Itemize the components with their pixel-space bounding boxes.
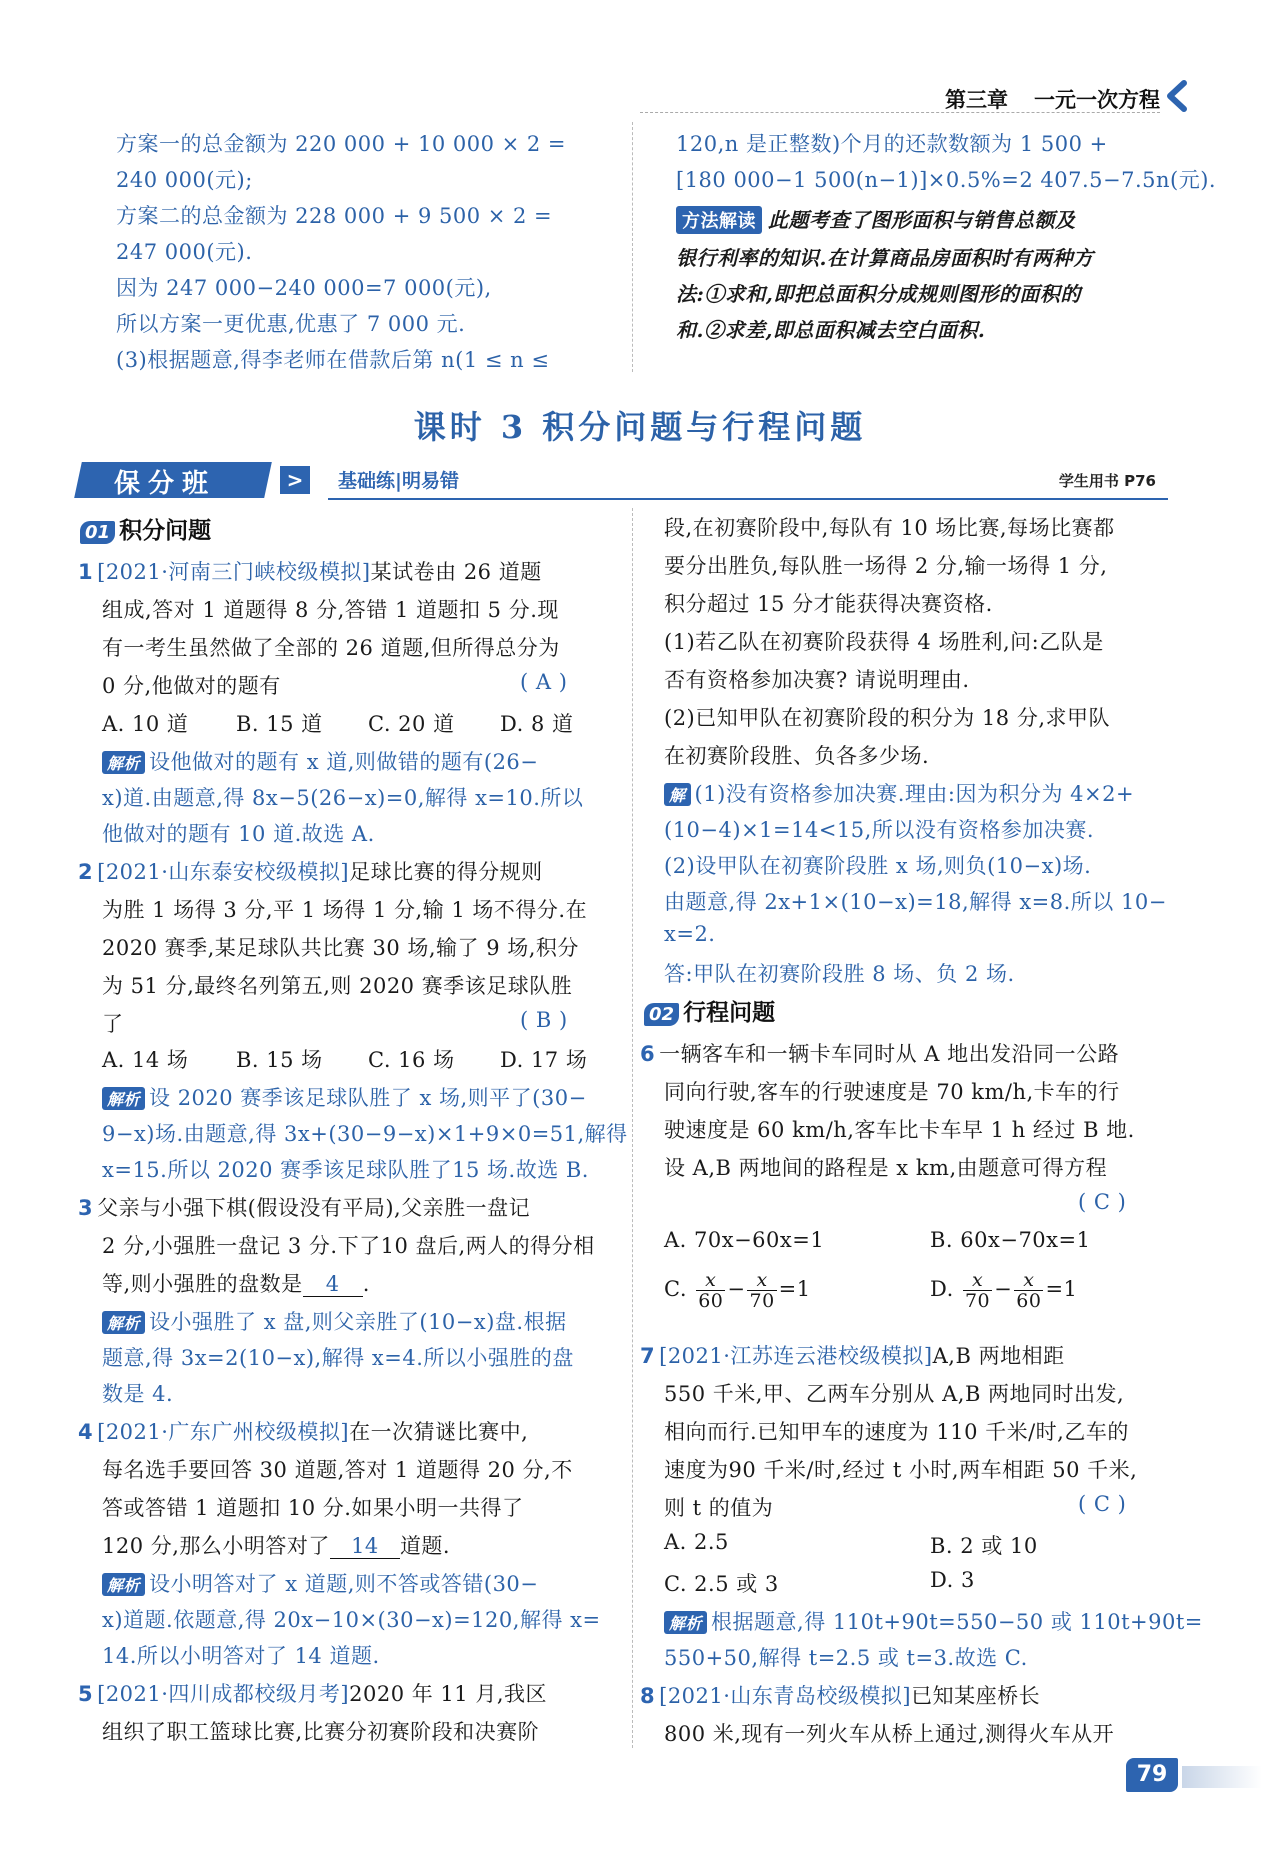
q4-explain-text-1: 设小明答对了 x 道题,则不答或答错(30− <box>149 1572 539 1596</box>
frac-den: 70 <box>749 1290 775 1312</box>
top-left-line-7: (3)根据题意,得李老师在借款后第 n(1 ≤ n ≤ <box>116 348 550 372</box>
top-left-line-2: 240 000(元); <box>116 168 253 192</box>
q1-explain-text-1: 设他做对的题有 x 道,则做错的题有(26− <box>149 750 539 774</box>
q5-explain-1 <box>664 778 1134 808</box>
q7-line-3: 相向而行.已知甲车的速度为 110 千米/时,乙车的 <box>664 1420 1129 1444</box>
q6-option-d-label: D. <box>930 1277 954 1301</box>
frac-num: x <box>963 1270 992 1291</box>
banner-title: 保分班 <box>114 469 217 499</box>
q6-option-a: A. 70x−60x=1 <box>664 1228 825 1252</box>
q5-cont-line-2: 要分出胜负,每队胜一场得 2 分,输一场得 1 分, <box>664 554 1108 578</box>
q5-explain-5: x=2. <box>664 922 716 946</box>
q1-option-a: A. 10 道 <box>102 712 189 736</box>
q5-cont-line-1: 段,在初赛阶段中,每队有 10 场比赛,每场比赛都 <box>664 516 1115 540</box>
q6-option-c: C. $\frac{x}{60}$ − $\frac{x}{70}$ =1 <box>664 1269 811 1312</box>
q4-line-4 <box>102 1530 450 1560</box>
question-source: [2021·江苏连云港校级模拟] <box>659 1344 933 1368</box>
top-right-line-2: [180 000−1 500(n−1)]×0.5%=2 407.5−7.5n(元). <box>676 168 1217 192</box>
frac-den: 60 <box>1016 1290 1042 1312</box>
q2-text-1: 足球比赛的得分规则 <box>349 860 543 884</box>
top-left-line-5: 因为 247 000−240 000=7 000(元), <box>116 276 492 300</box>
q6-option-c-label: C. <box>664 1277 687 1301</box>
q3-blank-answer: 4 <box>303 1272 363 1297</box>
chapter-number: 第三章 <box>945 88 1008 112</box>
q6-option-c-eq: =1 <box>778 1277 811 1301</box>
section-number: 01 <box>80 521 115 544</box>
q1-line-2: 组成,答对 1 道题得 8 分,答错 1 道题扣 5 分.现 <box>102 598 559 622</box>
top-left-line-6: 所以方案一更优惠,优惠了 7 000 元. <box>116 312 466 336</box>
method-tag: 方法解读 <box>676 206 762 234</box>
explain-tag: 解析 <box>102 1087 145 1110</box>
section-title: 积分问题 <box>119 518 212 544</box>
method-note-line-4: 和.②求差,即总面积减去空白面积. <box>676 318 986 342</box>
q1-answer: ( A ) <box>520 670 568 694</box>
question-number: 2 <box>78 860 94 884</box>
q7-option-a: A. 2.5 <box>664 1530 729 1554</box>
q5-cont-line-3: 积分超过 15 分才能获得决赛资格. <box>664 592 993 616</box>
q5-text-1: 2020 年 11 月,我区 <box>349 1682 548 1706</box>
frac-den: 60 <box>698 1290 724 1312</box>
q2-line-2: 为胜 1 场得 3 分,平 1 场得 1 分,输 1 场不得分.在 <box>102 898 588 922</box>
banner-subtitle: 基础练|明易错 <box>338 470 459 492</box>
q2-explain-2: 9−x)场.由题意,得 3x+(30−9−x)×1+9×0=51,解得 <box>102 1122 628 1146</box>
q6-text-1: 一辆客车和一辆卡车同时从 A 地出发沿同一公路 <box>659 1042 1120 1066</box>
explain-tag: 解析 <box>664 1611 707 1634</box>
top-right-line-1: 120,n 是正整数)个月的还款数额为 1 500 + <box>676 132 1108 156</box>
question-source: [2021·山东青岛校级模拟] <box>659 1684 912 1708</box>
q1-line-1 <box>78 556 542 586</box>
q4-explain-3: 14.所以小明答对了 14 道题. <box>102 1644 380 1668</box>
lesson-title: 课时 3 积分问题与行程问题 <box>413 408 867 446</box>
method-text-1: 此题考查了图形面积与销售总额及 <box>768 208 1076 232</box>
frac-den: 70 <box>964 1290 991 1312</box>
q5-explain-3: (2)设甲队在初赛阶段胜 x 场,则负(10−x)场. <box>664 854 1092 878</box>
q4-end: 道题. <box>399 1534 451 1558</box>
question-number: 8 <box>640 1684 656 1708</box>
q4-line-2: 每名选手要回答 30 道题,答对 1 道题得 20 分,不 <box>102 1458 573 1482</box>
q7-option-d: D. 3 <box>930 1568 975 1592</box>
q8-text-1: 已知某座桥长 <box>911 1684 1041 1708</box>
q4-line-1 <box>78 1416 528 1446</box>
question-number: 3 <box>78 1196 94 1220</box>
q5-line-1 <box>78 1678 547 1708</box>
question-source: [2021·广东广州校级模拟] <box>97 1420 350 1444</box>
q3-end: . <box>362 1272 370 1296</box>
q1-explain-3: 他做对的题有 10 道.故选 A. <box>102 822 375 846</box>
explain-tag: 解析 <box>102 1573 145 1596</box>
q2-option-c: C. 16 场 <box>368 1048 455 1072</box>
explain-tag: 解析 <box>102 1311 145 1334</box>
q5-explain-4: 由题意,得 2x+1×(10−x)=18,解得 x=8.所以 10− <box>664 890 1167 914</box>
q2-explain-1 <box>102 1082 587 1112</box>
q2-explain-text-1: 设 2020 赛季该足球队胜了 x 场,则平了(30− <box>149 1086 587 1110</box>
q7-explain-text-1: 根据题意,得 110t+90t=550−50 或 110t+90t= <box>711 1610 1203 1634</box>
q2-line-4: 为 51 分,最终名列第五,则 2020 赛季该足球队胜 <box>102 974 573 998</box>
section-banner <box>78 460 1168 500</box>
q8-line-1 <box>640 1680 1040 1710</box>
q1-explain-2: x)道.由题意,得 8x−5(26−x)=0,解得 x=10.所以 <box>102 786 584 810</box>
q6-option-d: D. $\frac{x}{70}$ − $\frac{x}{60}$ =1 <box>930 1269 1078 1312</box>
q5-cont-line-4: (1)若乙队在初赛阶段获得 4 场胜利,问:乙队是 <box>664 630 1104 654</box>
q7-line-2: 550 千米,甲、乙两车分别从 A,B 两地同时出发, <box>664 1382 1125 1406</box>
q3-text-1: 父亲与小强下棋(假设没有平局),父亲胜一盘记 <box>97 1196 531 1220</box>
q1-option-b: B. 15 道 <box>236 712 323 736</box>
q2-line-5: 了 <box>102 1012 124 1036</box>
page-number: 79 <box>1126 1758 1178 1792</box>
q4-blank-answer: 14 <box>330 1534 400 1559</box>
q5-explain-text-1: (1)没有资格参加决赛.理由:因为积分为 4×2+ <box>694 782 1135 806</box>
q6-line-2: 同向行驶,客车的行驶速度是 70 km/h,卡车的行 <box>664 1080 1120 1104</box>
q3-explain-text-1: 设小强胜了 x 盘,则父亲胜了(10−x)盘.根据 <box>149 1310 567 1334</box>
question-number: 7 <box>640 1344 656 1368</box>
q5-cont-line-6: (2)已知甲队在初赛阶段的积分为 18 分,求甲队 <box>664 706 1110 730</box>
method-note-line-1 <box>676 204 1076 234</box>
q4-line-3: 答或答错 1 道题扣 10 分.如果小明一共得了 <box>102 1496 524 1520</box>
explain-tag: 解 <box>664 783 691 806</box>
main-column-divider <box>632 508 633 1748</box>
q3-line-1 <box>78 1192 530 1222</box>
q2-option-d: D. 17 场 <box>500 1048 588 1072</box>
q5-explain-6: 答:甲队在初赛阶段胜 8 场、负 2 场. <box>664 962 1015 986</box>
q6-answer: ( C ) <box>1078 1190 1127 1214</box>
q3-line-3 <box>102 1268 370 1298</box>
question-source: [2021·河南三门峡校级模拟] <box>97 560 371 584</box>
student-book-ref: 学生用书 P76 <box>1058 472 1156 490</box>
q4-explain-1 <box>102 1568 538 1598</box>
q5-line-2: 组织了职工篮球比赛,比赛分初赛阶段和决赛阶 <box>102 1720 540 1744</box>
q3-explain-3: 数是 4. <box>102 1382 174 1406</box>
q3-explain-1 <box>102 1306 567 1336</box>
question-number: 5 <box>78 1682 94 1706</box>
q3-explain-2: 题意,得 3x=2(10−x),解得 x=4.所以小强胜的盘 <box>102 1346 574 1370</box>
fraction <box>1014 1270 1043 1311</box>
q2-answer: ( B ) <box>520 1008 568 1032</box>
q5-cont-line-7: 在初赛阶段胜、负各多少场. <box>664 744 930 768</box>
q7-option-c: C. 2.5 或 3 <box>664 1572 779 1596</box>
page-number-tail <box>1182 1766 1262 1788</box>
q7-answer: ( C ) <box>1078 1492 1127 1516</box>
section-heading-scoring <box>80 512 211 545</box>
q6-option-b: B. 60x−70x=1 <box>930 1228 1091 1252</box>
q7-line-1 <box>640 1340 1065 1370</box>
q8-line-2: 800 米,现有一列火车从桥上通过,测得火车从开 <box>664 1722 1115 1746</box>
top-left-line-1: 方案一的总金额为 220 000 + 10 000 × 2 = <box>116 132 567 156</box>
top-left-line-4: 247 000(元). <box>116 240 253 264</box>
question-number: 4 <box>78 1420 94 1444</box>
section-heading-travel <box>644 994 775 1027</box>
chevron-left-icon <box>1162 80 1190 112</box>
q7-text-1: A,B 两地相距 <box>932 1344 1065 1368</box>
chapter-header <box>945 84 1160 114</box>
q4-text-1: 在一次猜谜比赛中, <box>349 1420 529 1444</box>
q7-line-5: 则 t 的值为 <box>664 1496 774 1520</box>
method-note-line-3: 法:①求和,即把总面积分成规则图形的面积的 <box>676 282 1081 306</box>
explain-tag: 解析 <box>102 751 145 774</box>
q3-text-3: 等,则小强胜的盘数是 <box>102 1272 303 1296</box>
q6-line-1 <box>640 1038 1119 1068</box>
fraction <box>747 1270 776 1311</box>
q7-option-b: B. 2 或 10 <box>930 1534 1038 1558</box>
chevron-right-icon: > <box>280 466 310 494</box>
q7-explain-1 <box>664 1606 1203 1636</box>
q1-explain-1 <box>102 746 538 776</box>
q4-explain-2: x)道题.依题意,得 20x−10×(30−x)=120,解得 x= <box>102 1608 601 1632</box>
q1-line-4: 0 分,他做对的题有 <box>102 674 281 698</box>
header-rule <box>640 112 1160 113</box>
q2-option-b: B. 15 场 <box>236 1048 323 1072</box>
question-number: 6 <box>640 1042 656 1066</box>
frac-num: x <box>696 1270 725 1291</box>
q1-line-3: 有一考生虽然做了全部的 26 道题,但所得总分为 <box>102 636 560 660</box>
q1-option-d: D. 8 道 <box>500 712 574 736</box>
section-title: 行程问题 <box>683 1000 776 1026</box>
q5-explain-2: (10−4)×1=14<15,所以没有资格参加决赛. <box>664 818 1095 842</box>
top-column-divider <box>632 122 633 372</box>
fraction <box>963 1270 992 1311</box>
question-source: [2021·山东泰安校级模拟] <box>97 860 350 884</box>
q2-line-1 <box>78 856 543 886</box>
q1-text-1: 某试卷由 26 道题 <box>370 560 542 584</box>
q1-option-c: C. 20 道 <box>368 712 455 736</box>
q4-text-4: 120 分,那么小明答对了 <box>102 1534 330 1558</box>
q7-line-4: 速度为90 千米/时,经过 t 小时,两车相距 50 千米, <box>664 1458 1138 1482</box>
section-number: 02 <box>644 1003 679 1026</box>
q2-explain-3: x=15.所以 2020 赛季该足球队胜了15 场.故选 B. <box>102 1158 589 1182</box>
frac-num: x <box>747 1270 776 1291</box>
fraction <box>696 1270 725 1311</box>
top-left-line-3: 方案二的总金额为 228 000 + 9 500 × 2 = <box>116 204 553 228</box>
q6-option-d-eq: =1 <box>1045 1277 1078 1301</box>
q2-line-3: 2020 赛季,某足球队共比赛 30 场,输了 9 场,积分 <box>102 936 579 960</box>
question-source: [2021·四川成都校级月考] <box>97 1682 350 1706</box>
q6-line-4: 设 A,B 两地间的路程是 x km,由题意可得方程 <box>664 1156 1108 1180</box>
frac-num: x <box>1014 1270 1043 1291</box>
chapter-title: 一元一次方程 <box>1034 88 1160 112</box>
method-note-line-2: 银行利率的知识.在计算商品房面积时有两种方 <box>676 246 1094 270</box>
q7-explain-2: 550+50,解得 t=2.5 或 t=3.故选 C. <box>664 1646 1028 1670</box>
question-number: 1 <box>78 560 94 584</box>
q3-line-2: 2 分,小强胜一盘记 3 分.下了10 盘后,两人的得分相 <box>102 1234 595 1258</box>
banner-rule <box>328 498 1168 500</box>
q6-line-3: 驶速度是 60 km/h,客车比卡车早 1 h 经过 B 地. <box>664 1118 1135 1142</box>
q5-cont-line-5: 否有资格参加决赛? 请说明理由. <box>664 668 970 692</box>
q2-option-a: A. 14 场 <box>102 1048 189 1072</box>
